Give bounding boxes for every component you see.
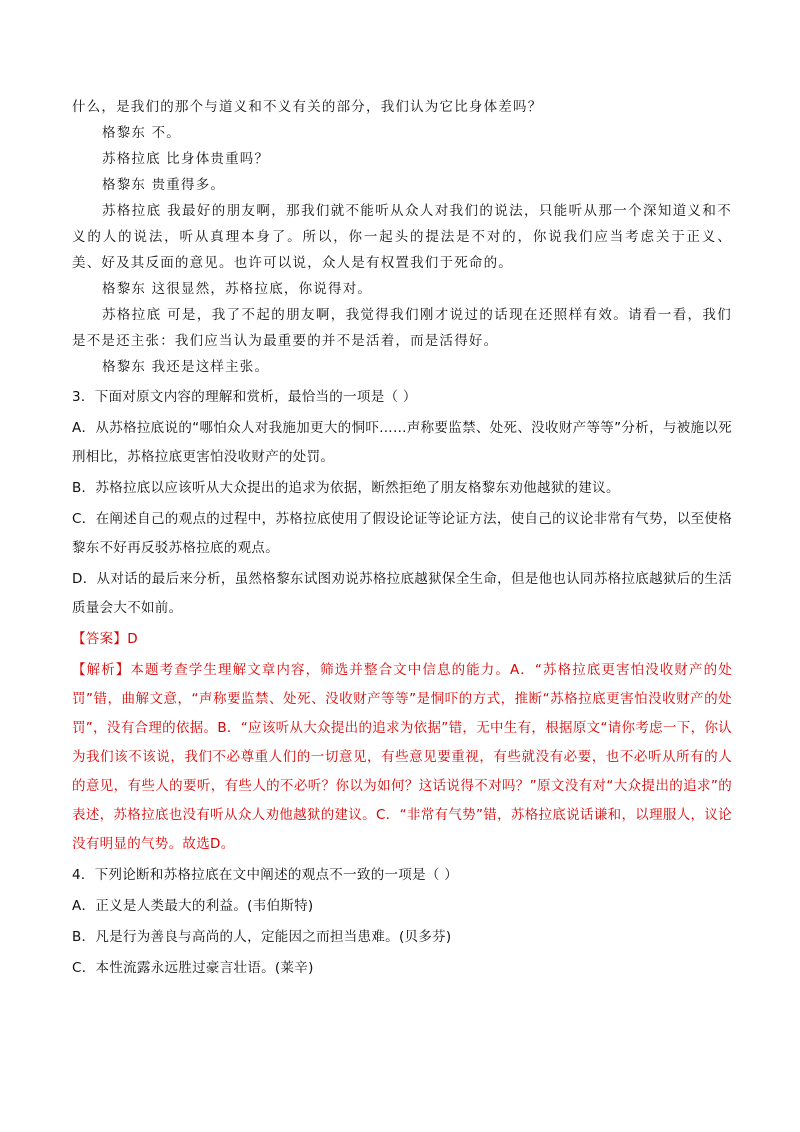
dialogue-line: 什么，是我们的那个与道义和不义有关的部分，我们认为它比身体差吗？	[72, 99, 543, 115]
question-3-option-d: D．从对话的最后来分析，虽然格黎东试图劝说苏格拉底越狱保全生命，但是他也认同苏格拉底越狱后的生活质量会大不如前。	[72, 571, 732, 616]
question-4-option-a: A．正义是人类最大的利益。(韦伯斯特)	[72, 898, 314, 914]
dialogue-line: 格黎东 贵重得多。	[102, 177, 226, 193]
dialogue-line: 格黎东 我还是这样主张。	[102, 359, 270, 375]
question-3-stem: 3．下面对原文内容的理解和赏析，最恰当的一项是（ ）	[72, 389, 417, 405]
dialogue-line: 苏格拉底 我最好的朋友啊，那我们就不能听从众人对我们的说法，只能听从那一个深知道义和不义的人的说法，听从真理本身了。所以，你一起头的提法是不对的，你说我们应当考虑关于正义、美、好及其反面的意见。也许可以说，众人是有权置我们于死命的。	[72, 203, 732, 271]
answer-label: 【答案】D	[72, 631, 138, 647]
question-4-option-c: C．本性流露永远胜过豪言壮语。(莱辛)	[72, 960, 314, 976]
question-3-option-a: A．从苏格拉底说的“哪怕众人对我施加更大的恫吓……声称要监禁、处死、没收财产等等”分析，与被施以死刑相比，苏格拉底更害怕没收财产的处罚。	[72, 420, 732, 465]
question-3-option-c: C．在阐述自己的观点的过程中，苏格拉底使用了假设论证等论证方法，使自己的议论非常有气势，以至使格黎东不好再反驳苏格拉底的观点。	[72, 511, 732, 556]
question-4-option-b: B．凡是行为善良与高尚的人，定能因之而担当患难。(贝多芬)	[72, 929, 452, 945]
analysis-text: 【解析】本题考查学生理解文章内容，筛选并整合文中信息的能力。A．“苏格拉底更害怕没收财产的处罚”错，曲解文意，“声称要监禁、处死、没收财产等等”是恫吓的方式，推断“苏格拉底更害怕没收财产的处罚”，没有合理的依据。B．“应该听从大众提出的追求为依据”错，无中生有，根据原文“请你考虑一下，你认为我们该不该说，我们不必尊重人们的一切意见，有些意见要重视，有些就没有必要，也不必听从所有的人的意见，有些人的要听，有些人的不必听？你以为如何？这话说得不对吗？”原文没有对“大众提出的追求”的表述，苏格拉底也没有听从众人劝他越狱的建议。C．“非常有气势”错，苏格拉底说话谦和，以理服人，议论没有明显的气势。故选D。	[72, 662, 732, 852]
dialogue-line: 苏格拉底 可是，我了不起的朋友啊，我觉得我们刚才说过的话现在还照样有效。请看一看，我们是不是还主张：我们应当认为最重要的并不是活着，而是活得好。	[72, 307, 732, 349]
dialogue-line: 格黎东 这很显然，苏格拉底，你说得对。	[102, 281, 373, 297]
question-3-option-b: B．苏格拉底以应该听从大众提出的追求为依据，断然拒绝了朋友格黎东劝他越狱的建议。	[72, 480, 620, 496]
question-4-stem: 4．下列论断和苏格拉底在文中阐述的观点不一致的一项是（ ）	[72, 867, 459, 883]
dialogue-line: 苏格拉底 比身体贵重吗？	[102, 151, 270, 167]
dialogue-line: 格黎东 不。	[102, 125, 181, 141]
document-page	[72, 94, 732, 983]
